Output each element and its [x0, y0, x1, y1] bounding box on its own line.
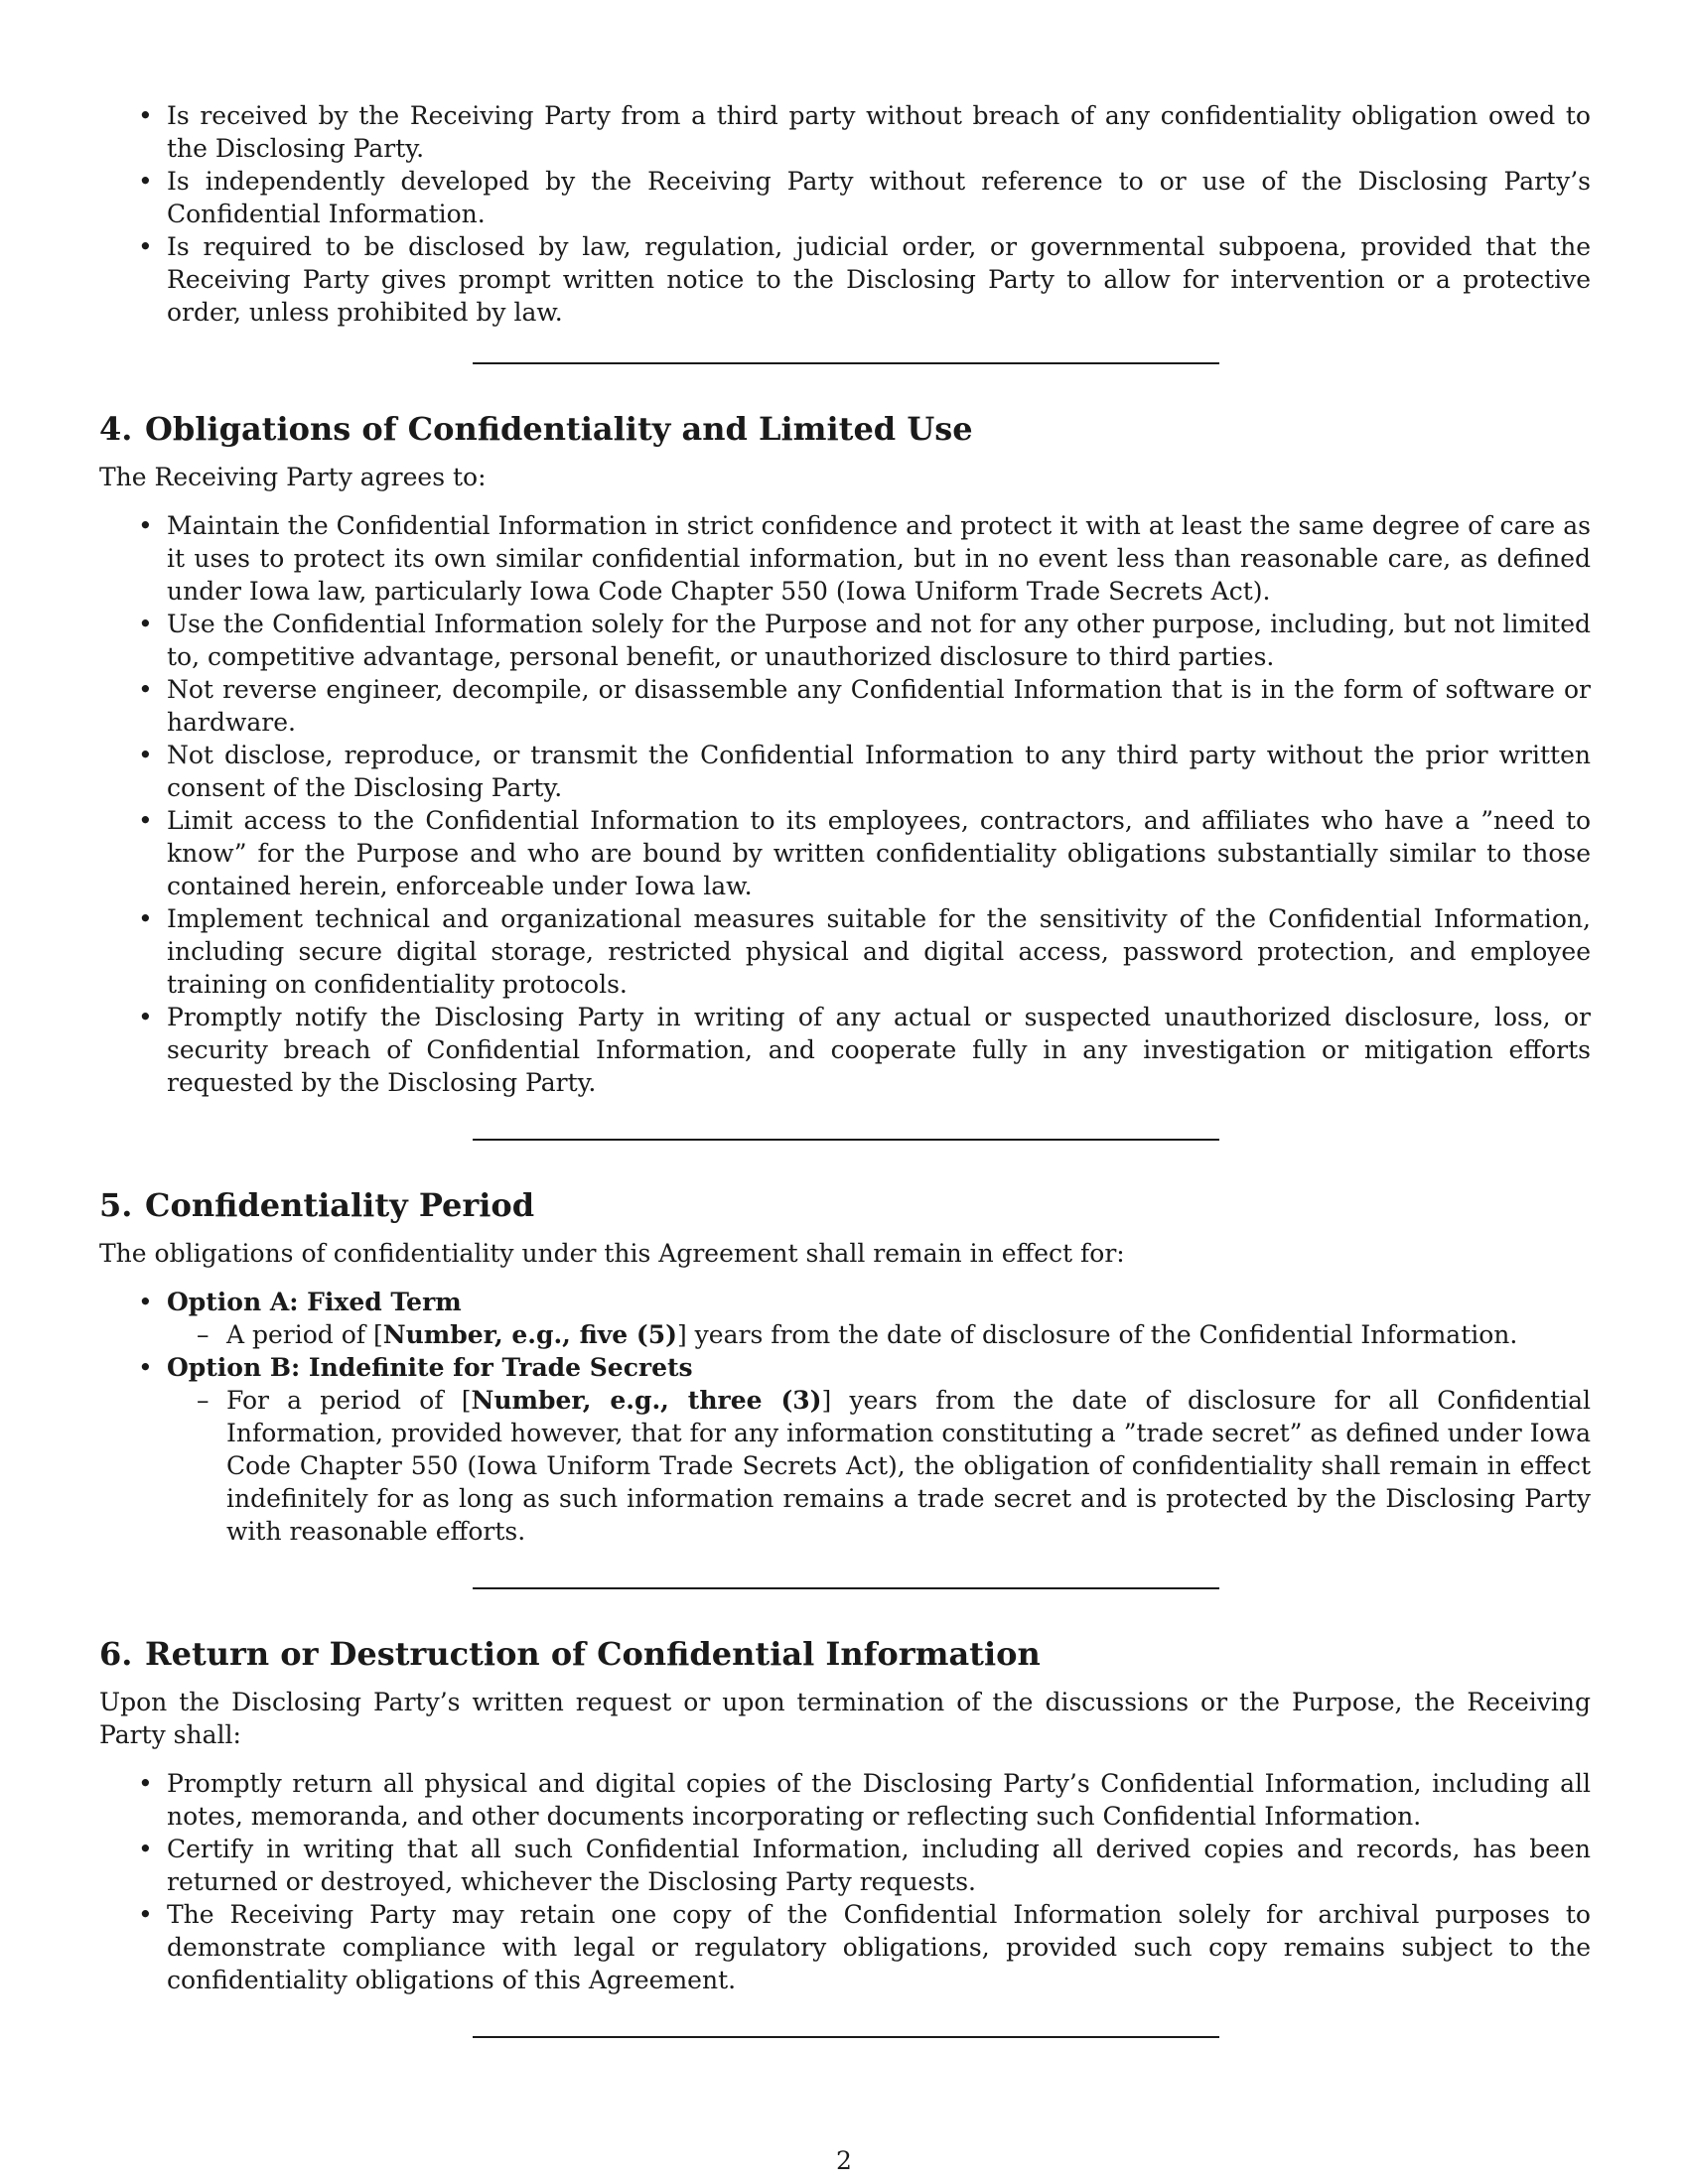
list-item: • Certify in writing that all such Confidential Information, including all derived copies and records, has been returned or destroyed, whichever the Disclosing Party requests.: [99, 1833, 1591, 1898]
option-b-details: [167, 1384, 1591, 1548]
section-number: 4.: [99, 410, 133, 448]
return-destruction-list: [99, 1767, 1591, 1996]
section-5-heading: [99, 1185, 1591, 1225]
document-page: [99, 99, 1591, 2038]
option-b: [99, 1351, 1591, 1548]
list-item: • Limit access to the Confidential Information to its employees, contractors, and affiliates who have a ”need to know” for the Purpose and who are bound by written confidentiality obligations substantially similar to those contained herein, enforceable under Iowa law.: [99, 804, 1591, 902]
list-item: • Implement technical and organizational measures suitable for the sensitivity of the Confidential Information, including secure digital storage, restricted physical and digital access, password protection, and employee training on confidentiality protocols.: [99, 902, 1591, 1001]
option-label: Option B: Indefinite for Trade Secrets: [167, 1353, 693, 1382]
list-item: • Maintain the Confidential Information in strict confidence and protect it with at least the same degree of care as it uses to protect its own similar confidential information, but in no event less than reasonable care, as defined under Iowa law, particularly Iowa Code Chapter 550 (Iowa Uniform Trade Secrets Act).: [99, 509, 1591, 608]
section-number: 5.: [99, 1186, 133, 1224]
section-intro: The Receiving Party agrees to:: [99, 463, 487, 491]
option-detail: – For a period of [Number, e.g., three (3)] years from the date of disclosure for all Confidential Information, provided however, that for any information constituting a ”trade secret” as defined under Iowa Code Chapter 550 (Iowa Uniform Trade Secrets Act), the obligation of confidentiality shall remain in effect indefinitely for as long as such information remains a trade secret and is protected by the Disclosing Party with reasonable efforts.: [167, 1384, 1591, 1548]
list-item: • Use the Confidential Information solely for the Purpose and not for any other purpose, including, but not limited to, competitive advantage, personal benefit, or unauthorized disclosure to third parties.: [99, 608, 1591, 673]
option-a-details: [167, 1318, 1591, 1351]
option-label: Option A: Fixed Term: [167, 1288, 462, 1316]
list-item: • Is independently developed by the Receiving Party without reference to or use of the Disclosing Party’s Confidential Information.: [99, 165, 1591, 230]
section-divider: [473, 362, 1219, 364]
period-options-list: [99, 1286, 1591, 1548]
section-divider: [473, 2036, 1219, 2038]
exclusions-list: [99, 99, 1591, 329]
section-4-heading: [99, 409, 1591, 449]
section-title: Confidentiality Period: [145, 1186, 535, 1224]
section-divider: [473, 1139, 1219, 1141]
list-item: • Not reverse engineer, decompile, or disassemble any Confidential Information that is in the form of software or hardware.: [99, 673, 1591, 739]
section-number: 6.: [99, 1635, 133, 1673]
list-item: • Is required to be disclosed by law, regulation, judicial order, or governmental subpoena, provided that the Receiving Party gives prompt written notice to the Disclosing Party to allow for intervention or a protective order, unless prohibited by law.: [99, 230, 1591, 329]
section-title: Return or Destruction of Confidential Information: [145, 1635, 1041, 1673]
section-intro: The obligations of confidentiality under this Agreement shall remain in effect for:: [99, 1239, 1125, 1268]
list-item: • The Receiving Party may retain one copy of the Confidential Information solely for archival purposes to demonstrate compliance with legal or regulatory obligations, provided such copy remains subject to the confidentiality obligations of this Agreement.: [99, 1898, 1591, 1996]
section-divider: [473, 1587, 1219, 1589]
list-item: • Promptly return all physical and digital copies of the Disclosing Party’s Confidential Information, including all notes, memoranda, and other documents incorporating or reflecting such Confidential Information.: [99, 1767, 1591, 1833]
page-number: 2: [836, 2146, 852, 2175]
obligations-list: [99, 509, 1591, 1099]
section-6-heading: [99, 1634, 1591, 1674]
section-title: Obligations of Confidentiality and Limited Use: [145, 410, 973, 448]
option-a: [99, 1286, 1591, 1351]
option-detail: – A period of [Number, e.g., five (5)] years from the date of disclosure of the Confidential Information.: [167, 1318, 1591, 1351]
list-item: • Is received by the Receiving Party from a third party without breach of any confidentiality obligation owed to the Disclosing Party.: [99, 99, 1591, 165]
list-item: • Not disclose, reproduce, or transmit the Confidential Information to any third party without the prior written consent of the Disclosing Party.: [99, 739, 1591, 804]
list-item: • Promptly notify the Disclosing Party in writing of any actual or suspected unauthorized disclosure, loss, or security breach of Confidential Information, and cooperate fully in any investigation or mitigation efforts requested by the Disclosing Party.: [99, 1001, 1591, 1099]
section-intro: Upon the Disclosing Party’s written request or upon termination of the discussions or the Purpose, the Receiving Party shall:: [99, 1688, 1591, 1749]
